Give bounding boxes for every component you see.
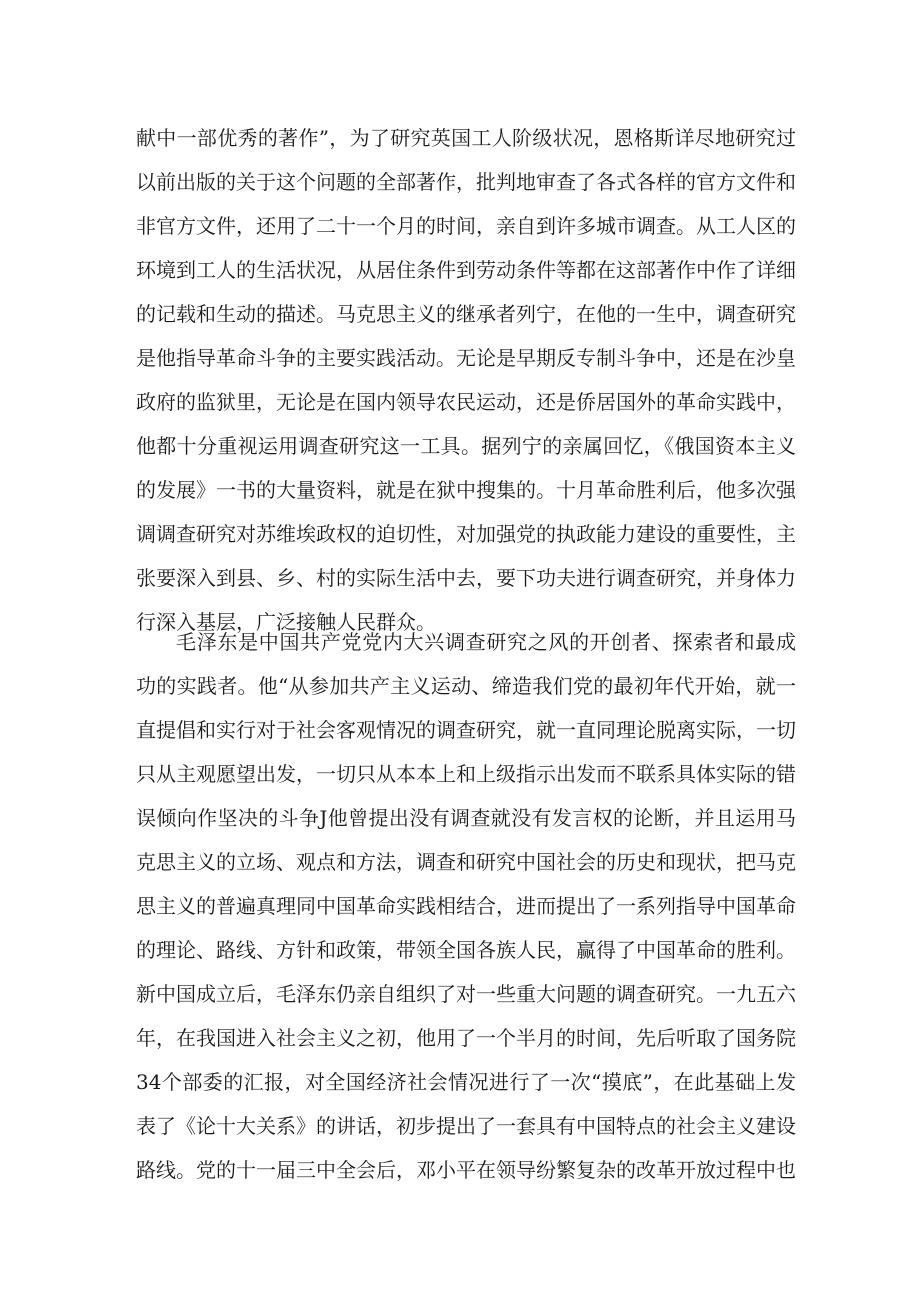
paragraph-line: 表了《论十大关系》的讲话，初步提出了一套具有中国特点的社会主义建设 [136, 1114, 796, 1138]
paragraph-line: 环境到工人的生活状况，从居住条件到劳动条件等都在这部著作中作了详细 [136, 258, 796, 282]
paragraph-line: 误倾向作坚决的斗争J他曾提出没有调查就没有发言权的论断，并且运用马 [136, 806, 796, 830]
paragraph-2 [136, 620, 796, 1192]
paragraph-line: 思主义的普遍真理同中国革命实践相结合，进而提出了一系列指导中国革命 [136, 894, 796, 918]
paragraph-line: 的理论、路线、方针和政策，带领全国各族人民，赢得了中国革命的胜利。 [136, 938, 796, 962]
paragraph-line: 克思主义的立场、观点和方法，调查和研究中国社会的历史和现状，把马克 [136, 850, 796, 874]
paragraph-line: 新中国成立后，毛泽东仍亲自组织了对一些重大问题的调查研究。一九五六 [136, 982, 796, 1006]
paragraph-line: 路线。党的十一届三中全会后，邓小平在领导纷繁复杂的改革开放过程中也 [136, 1158, 796, 1182]
paragraph-line: 毛泽东是中国共产党党内大兴调查研究之风的开创者、探索者和最成 [176, 630, 796, 654]
paragraph-line: 政府的监狱里，无论是在国内领导农民运动，还是侨居国外的革命实践中， [136, 390, 796, 414]
paragraph-line: 直提倡和实行对于社会客观情况的调查研究，就一直同理论脱离实际，一切 [136, 718, 796, 742]
paragraph-line: 献中一部优秀的著作”，为了研究英国工人阶级状况，恩格斯详尽地研究过 [136, 126, 796, 150]
paragraph-line: 行深入基层，广泛接触人民群众。 [136, 610, 436, 634]
paragraph-line: 34个部委的汇报，对全国经济社会情况进行了一次“摸底”，在此基础上发 [136, 1070, 796, 1094]
paragraph-line: 张要深入到县、乡、村的实际生活中去，要下功夫进行调查研究，并身体力 [136, 566, 796, 590]
paragraph-line: 是他指导革命斗争的主要实践活动。无论是早期反专制斗争中，还是在沙皇 [136, 346, 796, 370]
paragraph-1 [136, 116, 796, 644]
paragraph-line: 只从主观愿望出发，一切只从本本上和上级指示出发而不联系具体实际的错 [136, 762, 796, 786]
paragraph-line: 调调查研究对苏维埃政权的迫切性，对加强党的执政能力建设的重要性，主 [136, 522, 796, 546]
paragraph-line: 的发展》一书的大量资料，就是在狱中搜集的。十月革命胜利后，他多次强 [136, 478, 796, 502]
paragraph-line: 他都十分重视运用调查研究这一工具。据列宁的亲属回忆，《俄国资本主义 [136, 434, 796, 458]
paragraph-line: 年，在我国进入社会主义之初，他用了一个半月的时间，先后听取了国务院 [136, 1026, 796, 1050]
paragraph-line: 非官方文件，还用了二十一个月的时间，亲自到许多城市调查。从工人区的 [136, 214, 796, 238]
paragraph-line: 以前出版的关于这个问题的全部著作，批判地审查了各式各样的官方文件和 [136, 170, 796, 194]
paragraph-line: 的记载和生动的描述。马克思主义的继承者列宁，在他的一生中，调查研究 [136, 302, 796, 326]
paragraph-line: 功的实践者。他“从参加共产主义运动、缔造我们党的最初年代开始，就一 [136, 674, 796, 698]
